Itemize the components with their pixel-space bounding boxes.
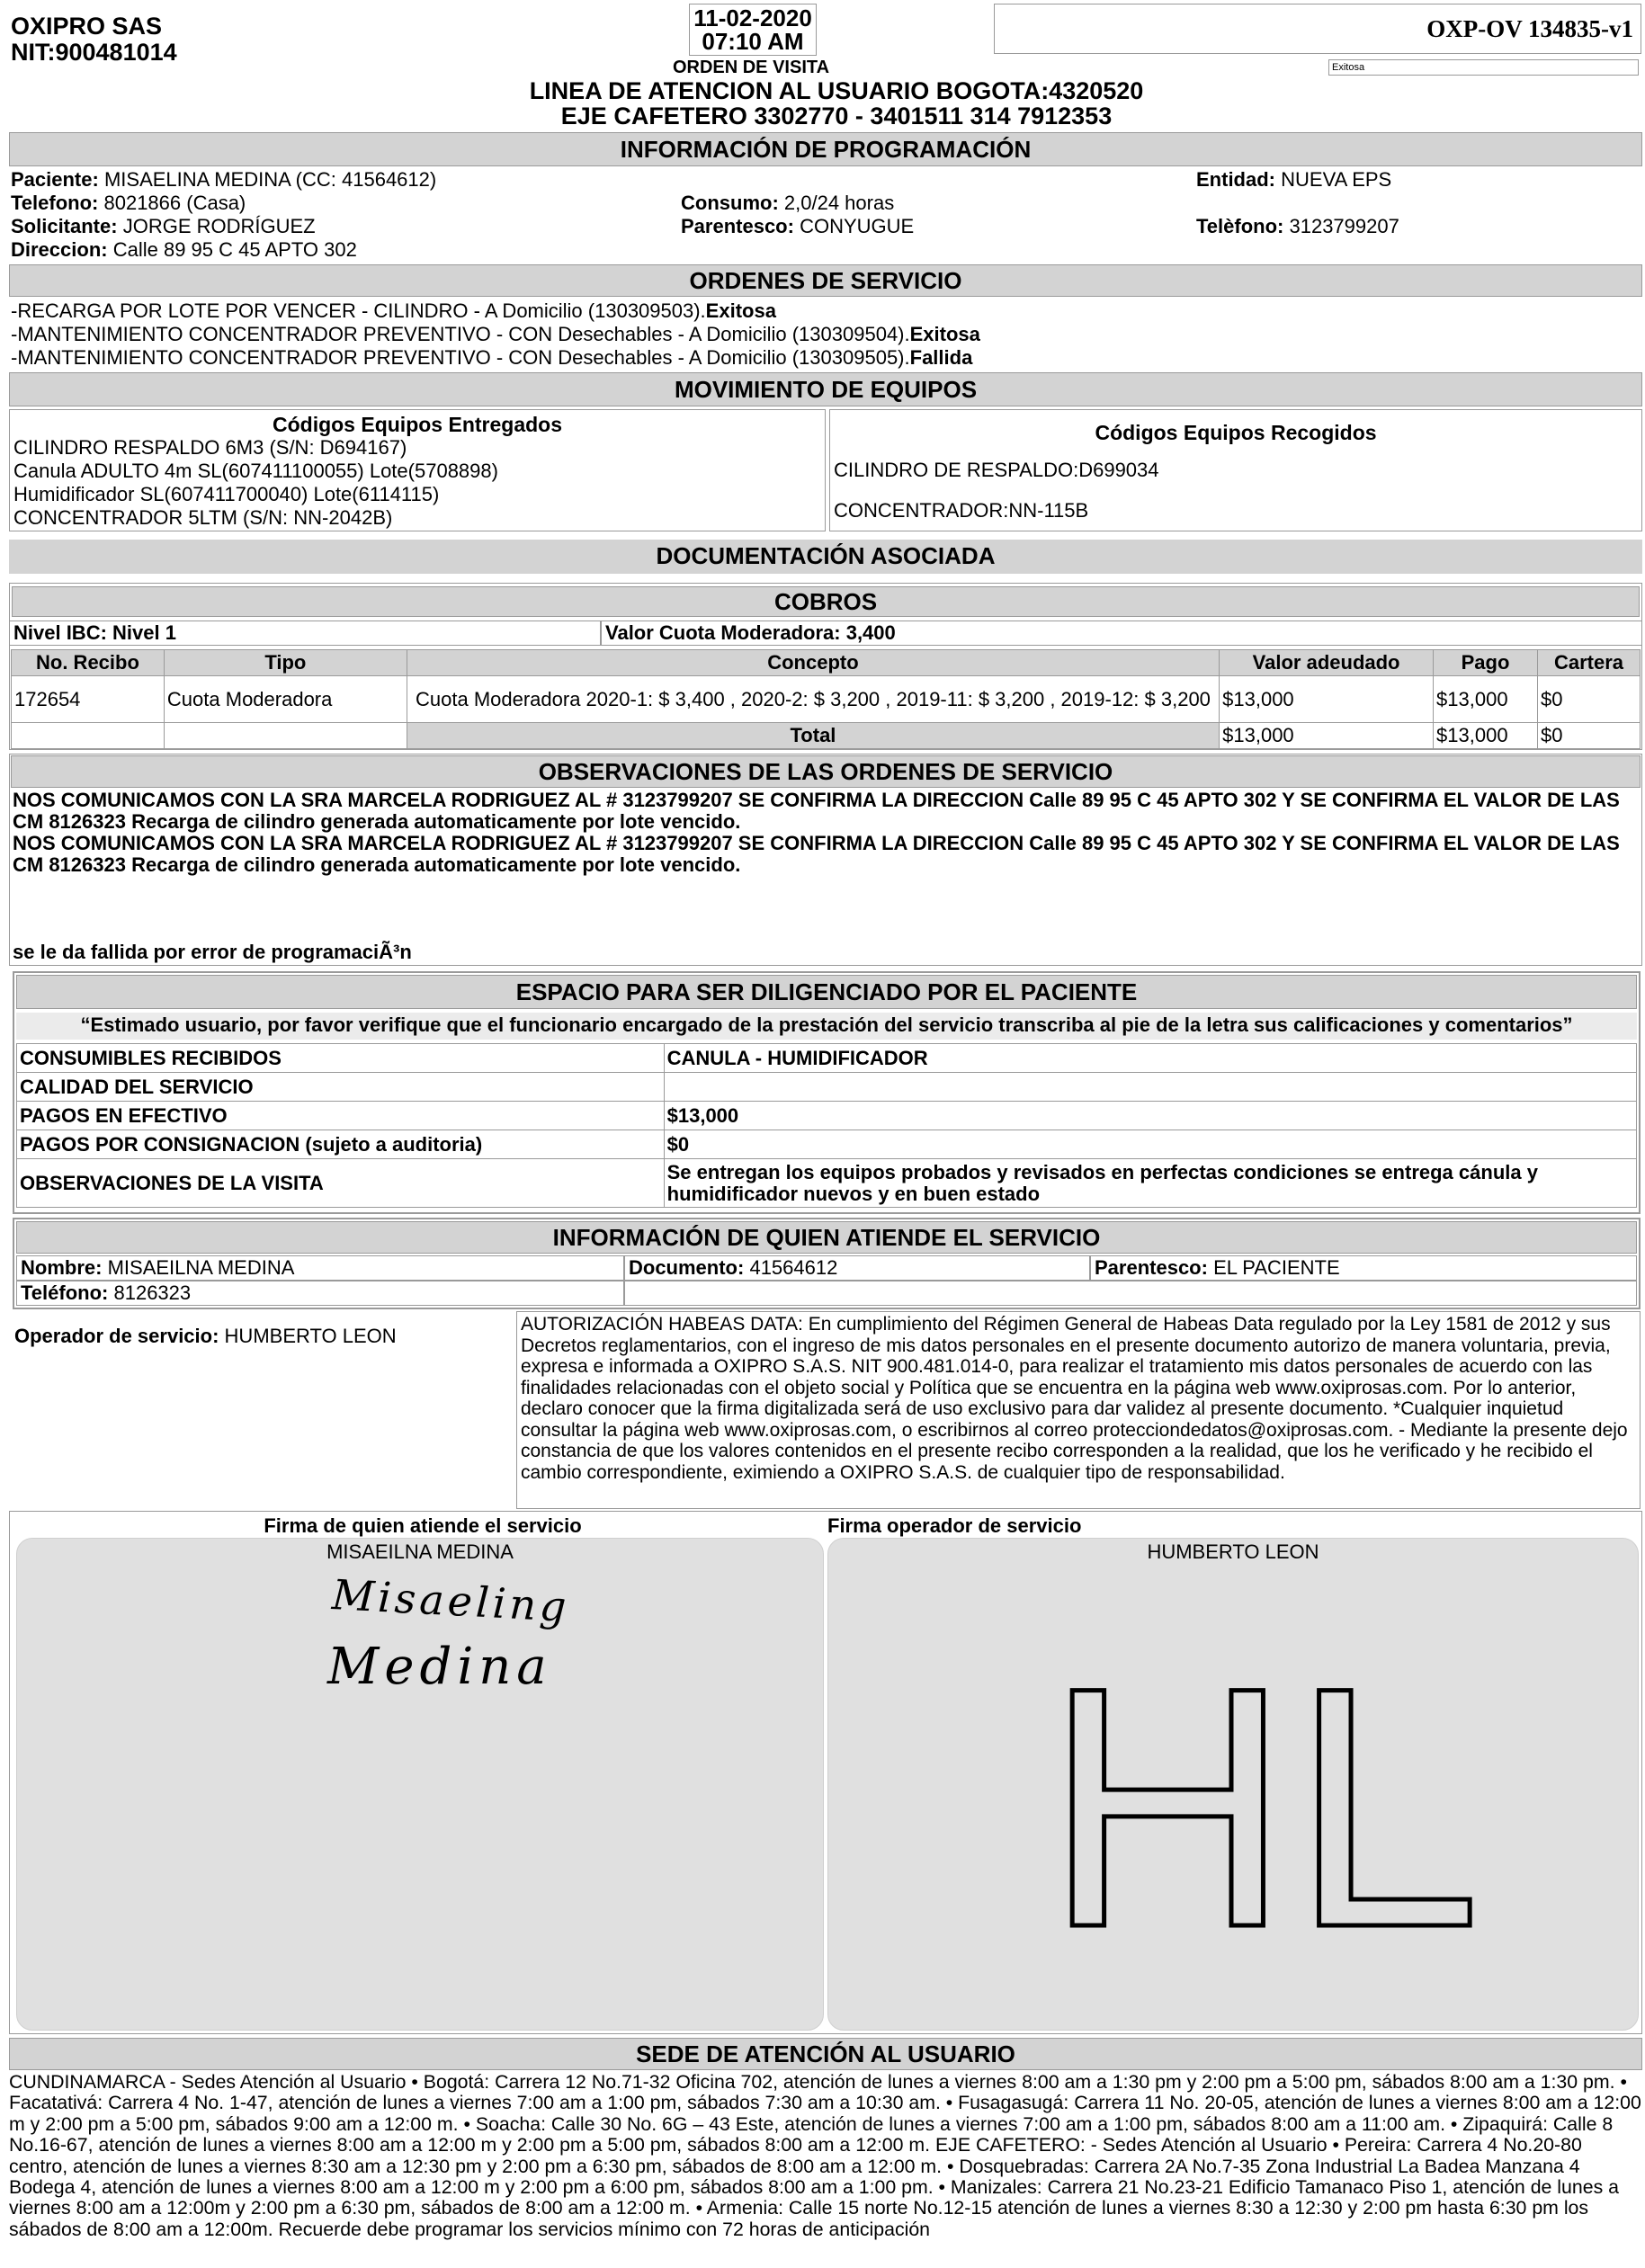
firma-left-signature-1: Misaeling	[330, 1570, 571, 1631]
total-label: Total	[407, 723, 1219, 749]
col-cartera: Cartera	[1538, 650, 1641, 676]
observacion-3: se le da fallida por error de programaciÃ³n	[13, 941, 412, 963]
row-label: PAGOS POR CONSIGNACION (sujeto a auditoria)	[17, 1130, 665, 1159]
cell-recibo: 172654	[12, 676, 165, 723]
parentesco-label: Parentesco:	[681, 215, 794, 237]
ordenes-title: ORDENES DE SERVICIO	[9, 264, 1642, 297]
paciente-row	[17, 1073, 1637, 1102]
col-valor: Valor adeudado	[1220, 650, 1434, 676]
firma-right-title: Firma operador de servicio	[827, 1514, 1082, 1537]
service-line-1: LINEA DE ATENCION AL USUARIO BOGOTA:4320520	[529, 77, 1144, 104]
parentesco-value: CONYUGUE	[800, 215, 915, 237]
cobros-table	[11, 649, 1641, 749]
cell-pago: $13,000	[1434, 676, 1538, 723]
total-row	[12, 723, 1641, 749]
telefono2-value: 3123799207	[1289, 215, 1399, 237]
cell-cartera: $0	[1538, 676, 1641, 723]
col-tipo: Tipo	[164, 650, 407, 676]
observacion-1: NOS COMUNICAMOS CON LA SRA MARCELA RODRIGUEZ AL # 3123799207 SE CONFIRMA LA DIRECCION Calle 89 95 C 45 APTO 302 Y SE CONFIRMA EL VALOR DE LAS CM 8126323 Recarga de cilindro generada automaticamente por lote vencido.	[13, 789, 1620, 833]
table-header-row	[12, 650, 1641, 676]
company-name: OXIPRO SAS	[11, 13, 163, 40]
observaciones-title: OBSERVACIONES DE LAS ORDENES DE SERVICIO	[11, 755, 1641, 788]
firma-right-signature	[828, 1539, 1640, 2031]
orden-status: Exitosa	[705, 299, 776, 322]
orden-item: -MANTENIMIENTO CONCENTRADOR PREVENTIVO - CON Desechables - A Domicilio (130309505).Fallida	[11, 346, 973, 369]
row-label: CALIDAD DEL SERVICIO	[17, 1073, 665, 1102]
order-id: OXP-OV 134835-v1	[1426, 15, 1633, 42]
telefono2-label: Telèfono:	[1196, 215, 1284, 237]
firma-left-box	[16, 1538, 824, 2031]
paciente-label: Paciente:	[11, 168, 99, 191]
paciente-row	[17, 1159, 1637, 1208]
row-value: $13,000	[664, 1102, 1636, 1130]
habeas-data-text: AUTORIZACIÓN HABEAS DATA: En cumplimiento del Régimen General de Habeas Data regulado por la Ley 1581 de 2012 y sus Decretos reglamentarios, con el ingreso de mis datos personales en el presente documento autorizo de manera voluntaria, previa, expresa e informada a OXIPRO S.A.S. NIT 900.481.014-0, para realizar el tratamiento mis datos personales de acuerdo con las finalidades relacionadas con el objeto social y Política que se encuentra en la página web www.oxiprosas.com. Por lo anterior, declaro conocer que la firma digitalizada será de uso exclusivo para dar validez al presente documento. *Cualquier inquietud consultar la página web www.oxiprosas.com, o escribirnos al correo protecciondedatos@oxiprosas.com. - Mediante la presente dejo constancia de que los valores contenidos en el presente recibo corresponden a la realidad, que los he verificado y he recibido el cambio correspondiente, eximiendo a OXIPRO S.A.S. de cualquier tipo de responsabilidad.	[516, 1311, 1641, 1509]
consumo-label: Consumo:	[681, 192, 779, 214]
atiende-parentesco: Parentesco: EL PACIENTE	[1090, 1255, 1637, 1281]
row-label: CONSUMIBLES RECIBIDOS	[17, 1044, 665, 1073]
entregado-item: CILINDRO RESPALDO 6M3 (S/N: D694167)	[13, 436, 407, 459]
recogido-item: CONCENTRADOR:NN-115B	[834, 499, 1089, 522]
atiende-title: INFORMACIÓN DE QUIEN ATIENDE EL SERVICIO	[16, 1221, 1637, 1254]
firma-right-box	[827, 1538, 1639, 2031]
recogidos-title: Códigos Equipos Recogidos	[1095, 421, 1377, 444]
orden-status: Fallida	[909, 346, 973, 369]
firma-left-title: Firma de quien atiende el servicio	[264, 1514, 582, 1537]
direccion-label: Direccion:	[11, 238, 108, 261]
paciente-value: MISAELINA MEDINA (CC: 41564612)	[103, 168, 437, 191]
firma-right-name: HUMBERTO LEON	[1147, 1540, 1319, 1563]
signature-hl: HL	[1044, 1616, 1481, 1998]
nivel-ibc: Nivel IBC: Nivel 1	[9, 621, 601, 646]
service-line-2: EJE CAFETERO 3302770 - 3401511 314 7912353	[560, 103, 1113, 129]
row-value: Se entregan los equipos probados y revisados en perfectas condiciones se entrega cánula y humidificador nuevos y en buen estado	[664, 1159, 1636, 1208]
col-recibo: No. Recibo	[12, 650, 165, 676]
cell-tipo: Cuota Moderadora	[164, 676, 407, 723]
observacion-2: NOS COMUNICAMOS CON LA SRA MARCELA RODRIGUEZ AL # 3123799207 SE CONFIRMA LA DIRECCION Calle 89 95 C 45 APTO 302 Y SE CONFIRMA EL VALOR DE LAS CM 8126323 Recarga de cilindro generada automaticamente por lote vencido.	[13, 832, 1620, 876]
cell-valor: $13,000	[1220, 676, 1434, 723]
paciente-table	[16, 1043, 1637, 1208]
telefono-value: 8021866 (Casa)	[103, 192, 246, 214]
direccion-value: Calle 89 95 C 45 APTO 302	[112, 238, 357, 261]
paciente-title: ESPACIO PARA SER DILIGENCIADO POR EL PACIENTE	[16, 975, 1637, 1009]
sede-text: CUNDINAMARCA - Sedes Atención al Usuario • Bogotá: Carrera 12 No.71-32 Oficina 702, atención de lunes a viernes 8:00 am a 1:30 pm y 2:00 pm a 5:00 pm, sábados 8:00 am a 1:30 pm. • Facatativá: Carrera 4 No. 1-47, atención de lunes a viernes 7:00 am a 1:00 pm, sábados 7:30 am a 10:30 am. • Fusagasugá: Carrera 11 No. 20-05, atención de lunes a viernes 8:00 am a 12:00 m y 2:00 pm a 5:00 pm, sábados 9:00 am a 12:00 m. • Soacha: Calle 30 No. 6G – 43 Este, atención de lunes a viernes 7:00 am a 1:00 pm, sábados 8:00 am a 11:00 am. • Zipaquirá: Calle 8 No.16-67, atención de lunes a viernes 8:00 am a 12:00 m y 2:00 pm a 5:00 pm, sábados 8:00 am a 12:00 m. EJE CAFETERO: - Sedes Atención al Usuario • Pereira: Carrera 4 No.20-80 centro, atención de lunes a viernes 8:30 am a 12:30 pm y 2:00 pm a 6:30 pm, sábados de 8:00 am a 12:00 m. • Dosquebradas: Carrera 2A No.7-35 Zona Industrial La Badea Manzana 4 Bodega 4, atención de lunes a viernes 8:00 am a 12:00 m y 2:00 pm a 6:00 pm, sábados 8:00 am a 1:00 pm. • Manizales: Carrera 21 No.23-21 Edificio Tamanaco Piso 1, atención de lunes a viernes 8:00 am a 12:00m y 2:00 pm a 6:30 pm, sábados de 8:00 am a 12:00 m. • Armenia: Calle 15 norte No.12-15 atención de lunes a viernes 8:30 a 12:30 y 2:00 pm hasta 6:30 pm los sábados de 8:00 am a 12:00m. Recuerde debe programar los servicios mínimo con 72 horas de anticipación	[9, 2071, 1641, 2240]
total-valor: $13,000	[1220, 723, 1434, 749]
atiende-documento: Documento: 41564612	[624, 1255, 1090, 1281]
solicitante-label: Solicitante:	[11, 215, 118, 237]
entregado-item: Humidificador SL(607411700040) Lote(6114115)	[13, 483, 440, 505]
paciente-row	[17, 1044, 1637, 1073]
entregado-item: Canula ADULTO 4m SL(607411100055) Lote(5708898)	[13, 460, 498, 482]
consumo-value: 2,0/24 horas	[783, 192, 895, 214]
order-id-box	[994, 4, 1641, 54]
table-row	[12, 676, 1641, 723]
operador-servicio: Operador de servicio: HUMBERTO LEON	[14, 1325, 397, 1347]
row-value: CANULA - HUMIDIFICADOR	[664, 1044, 1636, 1073]
paciente-row	[17, 1130, 1637, 1159]
orden-item: -MANTENIMIENTO CONCENTRADOR PREVENTIVO - CON Desechables - A Domicilio (130309504).Exitosa	[11, 323, 980, 345]
row-value: $0	[664, 1130, 1636, 1159]
cell-concepto: Cuota Moderadora 2020-1: $ 3,400 , 2020-2: $ 3,200 , 2019-11: $ 3,200 , 2019-12: $ 3,200	[407, 676, 1219, 723]
equipos-title: MOVIMIENTO DE EQUIPOS	[9, 372, 1642, 406]
atiende-telefono: Teléfono: 8126323	[16, 1281, 624, 1306]
doc-type: ORDEN DE VISITA	[672, 58, 830, 77]
recogido-item: CILINDRO DE RESPALDO:D699034	[834, 459, 1159, 481]
status-tag: Exitosa	[1328, 59, 1639, 76]
paciente-row	[17, 1102, 1637, 1130]
atiende-nombre: Nombre: MISAEILNA MEDINA	[16, 1255, 624, 1281]
equipos-entregados-box	[9, 409, 826, 531]
solicitante-value: JORGE RODRÍGUEZ	[122, 215, 316, 237]
row-value	[664, 1073, 1636, 1102]
row-label: OBSERVACIONES DE LA VISITA	[17, 1159, 665, 1208]
telefono-label: Telefono:	[11, 192, 99, 214]
paciente-note: “Estimado usuario, por favor verifique que el funcionario encargado de la prestación del servicio transcriba al pie de la letra sus calificaciones y comentarios”	[16, 1013, 1637, 1040]
equipos-recogidos-box	[829, 409, 1642, 531]
datetime-box	[689, 4, 817, 56]
entidad-value: NUEVA EPS	[1281, 168, 1392, 191]
programacion-title: INFORMACIÓN DE PROGRAMACIÓN	[9, 132, 1642, 166]
orden-status: Exitosa	[909, 323, 980, 345]
documentacion-title: DOCUMENTACIÓN ASOCIADA	[9, 540, 1642, 574]
firma-left-signature-2: Medina	[327, 1638, 552, 1696]
cobros-title: COBROS	[12, 586, 1640, 617]
firma-left-name: MISAEILNA MEDINA	[326, 1540, 514, 1563]
entidad-label: Entidad:	[1196, 168, 1275, 191]
entregados-title: Códigos Equipos Entregados	[272, 413, 562, 436]
total-pago: $13,000	[1434, 723, 1538, 749]
row-label: PAGOS EN EFECTIVO	[17, 1102, 665, 1130]
total-cartera: $0	[1538, 723, 1641, 749]
orden-item: -RECARGA POR LOTE POR VENCER - CILINDRO - A Domicilio (130309503).Exitosa	[11, 299, 776, 322]
order-time: 07:10 AM	[702, 28, 804, 55]
entregado-item: CONCENTRADOR 5LTM (S/N: NN-2042B)	[13, 506, 393, 529]
company-nit: NIT:900481014	[11, 39, 177, 66]
col-concepto: Concepto	[407, 650, 1219, 676]
sede-title: SEDE DE ATENCIÓN AL USUARIO	[9, 2038, 1642, 2070]
cuota-moderadora: Valor Cuota Moderadora: 3,400	[601, 621, 1642, 646]
order-date: 11-02-2020	[693, 4, 812, 31]
col-pago: Pago	[1434, 650, 1538, 676]
